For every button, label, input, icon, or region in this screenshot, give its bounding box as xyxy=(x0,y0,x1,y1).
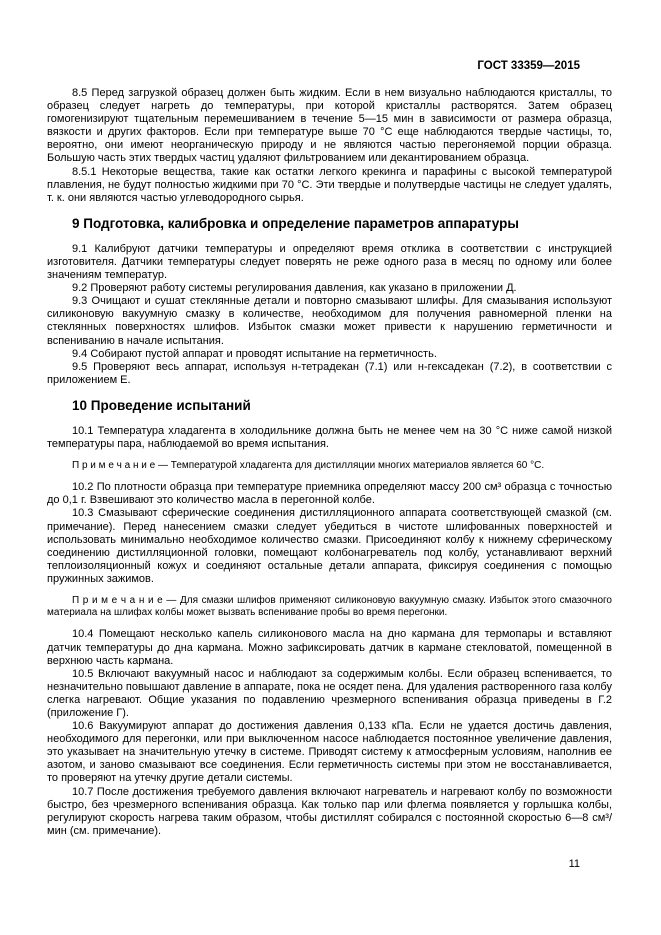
paragraph-9-5: 9.5 Проверяют весь аппарат, используя н-тетрадекан (7.1) или н-гексадекан (7.2), в соответствии с приложением Е. xyxy=(47,360,612,386)
paragraph-10-1: 10.1 Температура хладагента в холодильнике должна быть не менее чем на 30 °С ниже самой низкой температуры пара, наблюдаемой во время испытания. xyxy=(47,424,612,450)
paragraph-9-3: 9.3 Очищают и сушат стеклянные детали и повторно смазывают шлифы. Для смазывания используют силиконовую вакуумную смазку в количестве, необходимом для получения равномерной пленки на стеклянных поверхностях шлифов. Избыток смазки может привести к нарушению герметичности и вспениванию в начале испытания. xyxy=(47,295,612,347)
paragraph-10-7: 10.7 После достижения требуемого давления включают нагреватель и нагревают колбу по возможности быстро, без чрезмерного вспенивания образца. Как только пар или флегма появляется у горлышка колбы, регулируют скорость нагрева таким образом, чтобы дистиллят собирался с постоянной скоростью 6—8 см³/мин (см. примечание). xyxy=(47,785,612,837)
paragraph-10-2: 10.2 По плотности образца при температуре приемника определяют массу 200 см³ образца с точностью до 0,1 г. Взвешивают это количество масла в перегонной колбе. xyxy=(47,481,612,507)
section-heading-9: 9 Подготовка, калибровка и определение параметров аппаратуры xyxy=(72,215,519,231)
paragraph-10-5: 10.5 Включают вакуумный насос и наблюдают за содержимым колбы. Если образец вспенивается, то незначительно повышают давление в аппарате, пока не осядет пена. Для удаления растворенного газа колбу слегка нагревают. Общие указания по подавлению чрезмерного вспенивания образца приведены в Г.2 (приложение Г). xyxy=(47,667,612,719)
paragraph-9-4: 9.4 Собирают пустой аппарат и проводят испытание на герметичность. xyxy=(72,347,437,360)
paragraph-8-5: 8.5 Перед загрузкой образец должен быть жидким. Если в нем визуально наблюдаются кристаллы, то образец следует нагреть до температуры, при которой кристаллы растворятся. Затем образец гомогенизируют тщательным перемешиванием в течение 5—15 мин в зависимости от размера образца, вязкости и других факторов. Если при температуре выше 70 °С еще наблюдаются твердые частицы, то, вероятно, они имеют неорганическую природу и не являются частью перегоняемой порции образца. Большую часть этих твердых частиц удаляют фильтрованием или декантированием образца. xyxy=(47,87,612,165)
document-code: ГОСТ 33359—2015 xyxy=(477,60,580,72)
paragraph-10-4: 10.4 Помещают несколько капель силиконового масла на дно кармана для термопары и вставляют датчик температуры до дна кармана. Можно зафиксировать датчик в кармане стекловатой, помещенной в верхнюю часть кармана. xyxy=(47,628,612,667)
page-header xyxy=(47,60,612,72)
paragraph-9-2: 9.2 Проверяют работу системы регулирования давления, как указано в приложении Д. xyxy=(72,282,517,295)
paragraph-10-3: 10.3 Смазывают сферические соединения дистилляционного аппарата соответствующей смазкой (см. примечание). Перед нанесением смазки следует убедиться в чистоте шлифованных поверхностей и использовать минимально необходимое количество смазки. Присоединяют колбу к нижнему сферическому соединению дистилляционной головки, помещают колбонагреватель под колбу, устанавливают верхний теплоизоляционный кожух и соединяют остальные детали аппарата, фиксируя соединения с помощью пружинных зажимов. xyxy=(47,507,612,585)
note-10-1: П р и м е ч а н и е — Температурой хладагента для дистилляции многих материалов является 60 °С. xyxy=(72,460,545,472)
paragraph-8-5-1: 8.5.1 Некоторые вещества, такие как остатки легкого крекинга и парафины с высокой температурой плавления, не будут полностью жидкими при 70 °С. Эти твердые и полутвердые частицы не следует удалять, т. к. они являются частью углеводородного сырья. xyxy=(47,165,612,204)
page-footer xyxy=(569,858,580,871)
note-10-3: П р и м е ч а н и е — Для смазки шлифов применяют силиконовую вакуумную смазку. Избыток этого смазочного материала на шлифах колбы может вызвать вспенивание пробы во время перегонки. xyxy=(47,595,612,619)
document-body xyxy=(47,87,612,838)
paragraph-9-1: 9.1 Калибруют датчики температуры и определяют время отклика в соответствии с инструкцией изготовителя. Датчики температуры следует поверять не реже одного раза в месяц по одному или более значениям температур. xyxy=(47,242,612,282)
paragraph-10-6: 10.6 Вакуумируют аппарат до достижения давления 0,133 кПа. Если не удается достичь давления, необходимого для перегонки, или при выключенном насосе наблюдается постоянное увеличение давления, это указывает на значительную утечку в системе. Приводят систему к атмосферным условиям, наполнив ее азотом, и заново смазывают все соединения. Если герметичность системы при этом не восстанавливается, то проверяют на утечку другие детали системы. xyxy=(47,720,612,785)
page-number: 11 xyxy=(568,858,580,870)
section-heading-10: 10 Проведение испытаний xyxy=(72,397,251,413)
